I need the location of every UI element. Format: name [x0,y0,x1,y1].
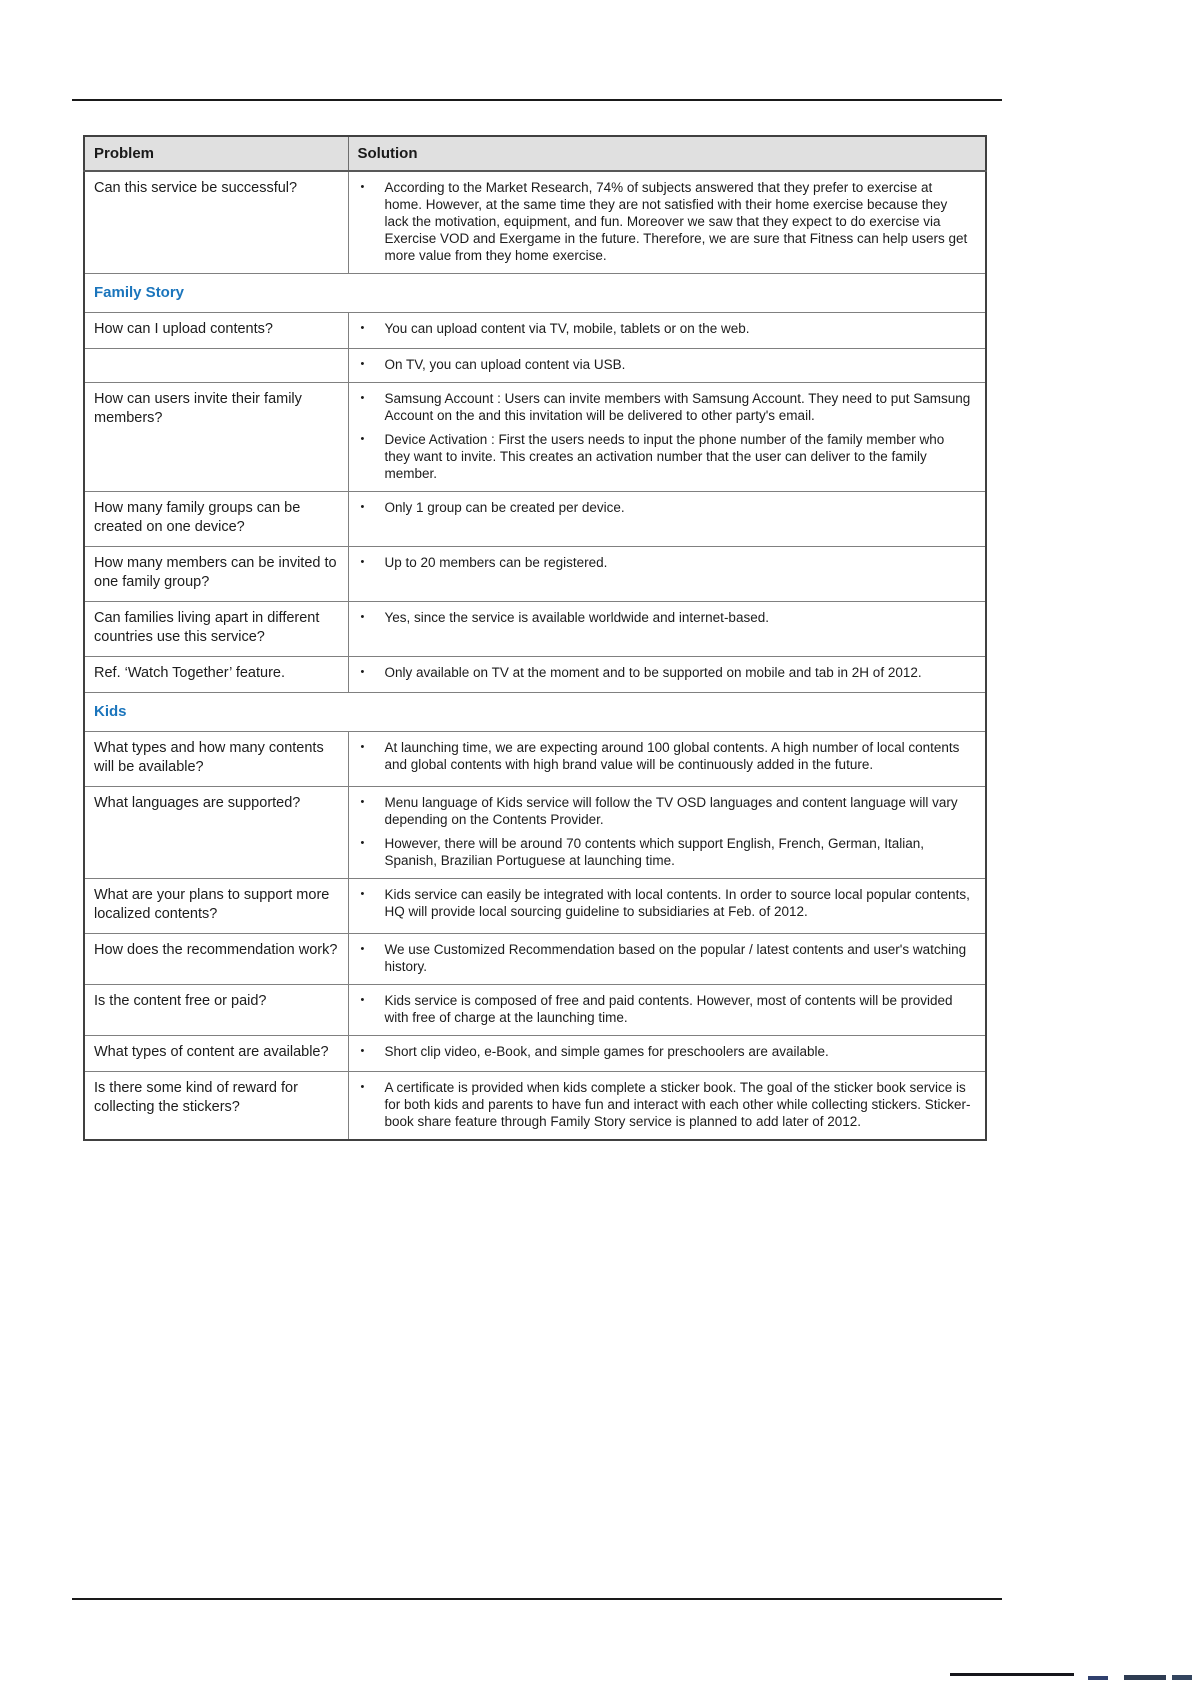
bullet-icon: • [360,1045,365,1057]
table-row [84,492,986,547]
bullet-icon: • [360,666,365,678]
table-row [84,602,986,657]
table-row [84,934,986,985]
solution-cell [348,985,986,1036]
solution-cell [348,787,986,879]
bullet-item [357,992,978,1026]
bullet-item [357,356,978,373]
solution-cell [348,732,986,787]
problem-cell: Ref. ‘Watch Together’ feature. [84,657,348,693]
table-row [84,1036,986,1072]
solution-cell [348,934,986,985]
bullet-item [357,499,978,516]
problem-cell: How many family groups can be created on one device? [84,492,348,547]
bullet-icon: • [360,322,365,334]
top-horizontal-rule [72,99,1002,101]
bullet-text: At launching time, we are expecting around 100 global contents. A high number of local contents and global contents with high brand value will be continuously added in the future. [384,740,960,772]
bullet-item [357,794,978,828]
bullet-text: Kids service can easily be integrated with local contents. In order to source local popular contents, HQ will provide local sourcing guideline to subsidiaries at Feb. of 2012. [384,887,970,919]
bullet-text: Only available on TV at the moment and to be supported on mobile and tab in 2H of 2012. [384,665,922,680]
cut-off-footer-text [1088,1676,1108,1680]
bullet-icon: • [360,501,365,513]
bullet-icon: • [360,837,365,849]
bullet-item [357,431,978,482]
bullet-icon: • [360,741,365,753]
bullet-text: A certificate is provided when kids complete a sticker book. The goal of the sticker book service is for both kids and parents to have fun and interact with each other while collecting stickers. Sticker-book share feature through Family Story service is planned to add later of 2012. [384,1080,971,1129]
solution-cell [348,1036,986,1072]
table-row [84,732,986,787]
problem-cell: What types of content are available? [84,1036,348,1072]
bullet-item [357,179,978,264]
bullet-item [357,835,978,869]
solution-cell [348,349,986,383]
table-row [84,349,986,383]
solution-cell [348,492,986,547]
solution-cell [348,171,986,274]
solution-cell [348,602,986,657]
cut-off-footer-text [1124,1675,1166,1680]
problem-cell: How can users invite their family members? [84,383,348,492]
table-row [84,657,986,693]
table-header-row [84,136,986,171]
bottom-horizontal-rule [72,1598,1002,1600]
problem-cell: Is the content free or paid? [84,985,348,1036]
problem-cell [84,349,348,383]
bullet-item [357,886,978,920]
problem-cell: How many members can be invited to one family group? [84,547,348,602]
table-row [84,985,986,1036]
bullet-text: Short clip video, e-Book, and simple games for preschoolers are available. [384,1044,829,1059]
bullet-item [357,739,978,773]
bullet-text: Menu language of Kids service will follow the TV OSD languages and content language will vary depending on the Contents Provider. [384,795,958,827]
bullet-item [357,390,978,424]
section-row [84,274,986,313]
solution-cell [348,383,986,492]
problem-cell: How does the recommendation work? [84,934,348,985]
table-row [84,171,986,274]
bullet-icon: • [360,556,365,568]
problem-cell: What are your plans to support more localized contents? [84,879,348,934]
bullet-text: You can upload content via TV, mobile, tablets or on the web. [384,321,750,336]
faq-table-body [84,171,986,1140]
problem-cell: Can families living apart in different countries use this service? [84,602,348,657]
solution-cell [348,1072,986,1141]
bullet-icon: • [360,943,365,955]
table-row [84,547,986,602]
bullet-item [357,664,978,681]
solution-cell [348,879,986,934]
bullet-item [357,320,978,337]
bullet-icon: • [360,1081,365,1093]
problem-cell: What languages are supported? [84,787,348,879]
table-row [84,383,986,492]
bullet-icon: • [360,994,365,1006]
bullet-icon: • [360,181,365,193]
problem-column-header: Problem [84,136,348,171]
page-edge-artifact [950,1673,1074,1676]
problem-cell: Is there some kind of reward for collecting the stickers? [84,1072,348,1141]
bullet-item [357,1043,978,1060]
solution-cell [348,547,986,602]
faq-table [83,135,987,1141]
cut-off-footer-text [1172,1675,1192,1680]
bullet-text: Kids service is composed of free and paid contents. However, most of contents will be provided with free of charge at the launching time. [384,993,953,1025]
bullet-text: On TV, you can upload content via USB. [384,357,626,372]
bullet-item [357,1079,978,1130]
bullet-icon: • [360,433,365,445]
solution-column-header: Solution [348,136,986,171]
bullet-text: However, there will be around 70 contents which support English, French, German, Italian, Spanish, Brazilian Portuguese at launching time. [384,836,925,868]
bullet-icon: • [360,611,365,623]
bullet-item [357,609,978,626]
bullet-item [357,554,978,571]
bullet-text: Only 1 group can be created per device. [384,500,625,515]
problem-cell: How can I upload contents? [84,313,348,349]
bullet-icon: • [360,888,365,900]
table-row [84,879,986,934]
bullet-text: Up to 20 members can be registered. [384,555,608,570]
problem-cell: What types and how many contents will be available? [84,732,348,787]
bullet-icon: • [360,358,365,370]
bullet-text: According to the Market Research, 74% of subjects answered that they prefer to exercise at home. However, at the same time they are not satisfied with their home exercise because they lack the motivation, equipment, and fun. Moreover we saw that they expect to do exercise via Exercise VOD and Exergame in the future. Therefore, we are sure that Fitness can help users get more value from they home exercise. [384,180,968,263]
problem-cell: Can this service be successful? [84,171,348,274]
bullet-text: Yes, since the service is available worldwide and internet-based. [384,610,769,625]
bullet-text: Device Activation : First the users needs to input the phone number of the family member who they want to invite. This creates an activation number that the user can deliver to the family member. [384,432,945,481]
solution-cell [348,313,986,349]
bullet-text: We use Customized Recommendation based on the popular / latest contents and user's watching history. [384,942,967,974]
bullet-icon: • [360,796,365,808]
section-label: Family Story [84,274,986,313]
bullet-item [357,941,978,975]
bullet-icon: • [360,392,365,404]
bullet-text: Samsung Account : Users can invite members with Samsung Account. They need to put Samsung Account on the and this invitation will be delivered to other party's email. [384,391,971,423]
table-row [84,1072,986,1141]
table-row [84,787,986,879]
section-row [84,693,986,732]
table-row [84,313,986,349]
solution-cell [348,657,986,693]
section-label: Kids [84,693,986,732]
